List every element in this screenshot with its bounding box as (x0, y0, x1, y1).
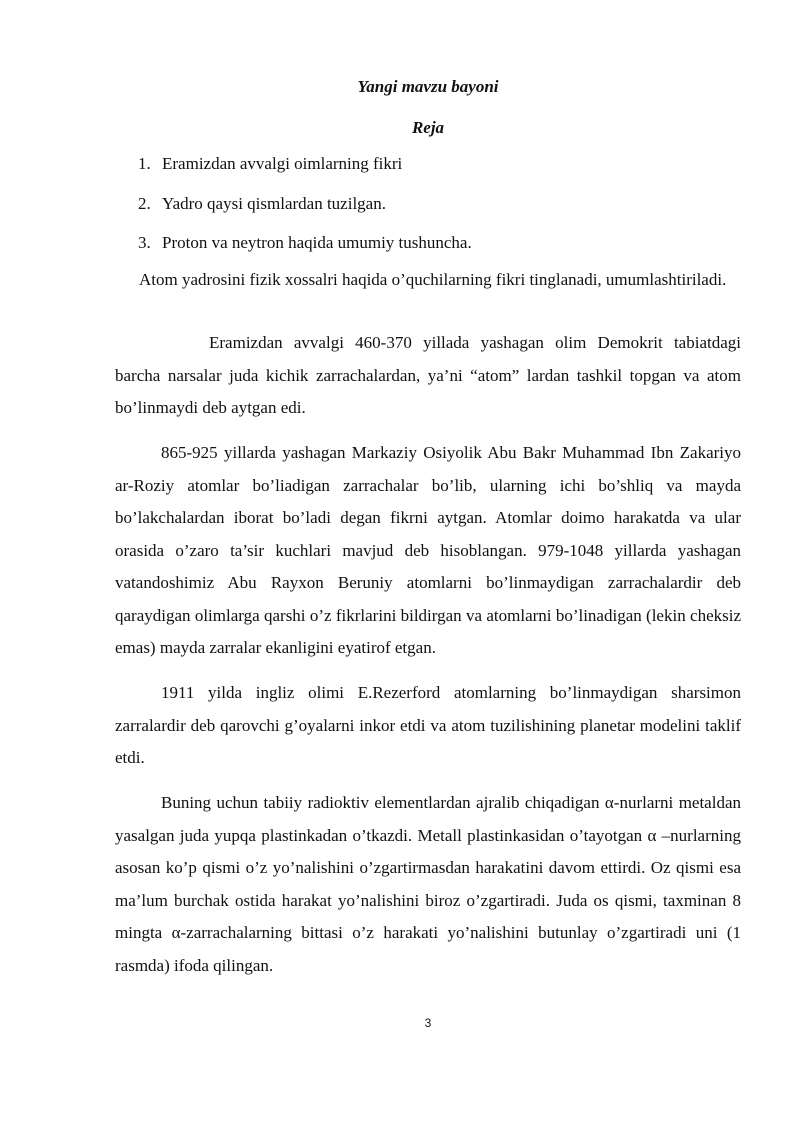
plan-heading: Reja (411, 118, 445, 137)
democritus-paragraph: Eramizdan avvalgi 460-370 yillada yashagan olim Demokrit tabiatdagi barcha narsalar juda kichik zarrachalardan, ya’ni “atom” lardan tashkil topgan va atom bo’linmaydi deb aytgan edi. (115, 333, 741, 417)
plan-item-text: Eramizdan avvalgi oimlarning fikri (162, 154, 403, 173)
plan-item-number: 3. (138, 233, 151, 252)
alpha-rays-paragraph: Buning uchun tabiiy radioktiv elementlardan ajralib chiqadigan α-nurlarni metaldan yasalgan juda yupqa plastinkadan o’tkazdi. Metall plastinkasidan o’tayotgan α –nurlarning asosan ko’p qismi o’z yo’nalishini o’zgartirmasdan harakatini davom ettirdi. Oz qismi esa ma’lum burchak ostida harakat yo’nalishini biroz o’zgartiradi. Juda os qismi, taxminan 8 mingta α-zarrachalarning bittasi o’z harakati yo’nalishini butunlay o’zgartiradi uni (1 rasmda) ifoda qilingan. (115, 793, 741, 975)
intro-paragraph: Atom yadrosini fizik xossalri haqida o’quchilarning fikri tinglanadi, umumlashtiriladi. (139, 270, 727, 289)
plan-item-number: 1. (138, 154, 151, 173)
plan-item-text: Yadro qaysi qismlardan tuzilgan. (162, 193, 386, 213)
document-title: Yangi mavzu bayoni (357, 77, 499, 96)
plan-item (138, 233, 472, 273)
plan-item (138, 154, 472, 194)
razi-beruni-paragraph: 865-925 yillarda yashagan Markaziy Osiyolik Abu Bakr Muhammad Ibn Zakariyo ar-Roziy atomlar bo’liadigan zarrachalar bo’lib, ularning ichi bo’shliq va mayda bo’lakchalardan iborat bo’ladi degan fikrni aytgan. Atomlar doimo harakatda va ular orasida o’zaro ta’sir kuchlari mavjud deb hisoblangan. 979-1048 yillarda yashagan vatandoshimiz Abu Rayxon Beruniy atomlarni bo’linmaydigan zarrachalardir deb qaraydigan olimlarga qarshi o’z fikrlarini bildirgan va atomlarni bo’linadigan (lekin cheksiz emas) mayda zarralar ekanligini eyatirof etgan. (115, 443, 741, 657)
plan-list (138, 154, 472, 273)
plan-item (138, 194, 472, 234)
rutherford-paragraph: 1911 yilda ingliz olimi E.Rezerford atomlarning bo’linmaydigan sharsimon zarralardir deb qarovchi g’oyalarni inkor etdi va atom tuzilishining planetar modelini taklif etdi. (115, 683, 741, 767)
page-number: 3 (424, 1016, 432, 1030)
plan-item-number: 2. (138, 193, 151, 213)
plan-item-text: Proton va neytron haqida umumiy tushuncha. (162, 233, 472, 252)
